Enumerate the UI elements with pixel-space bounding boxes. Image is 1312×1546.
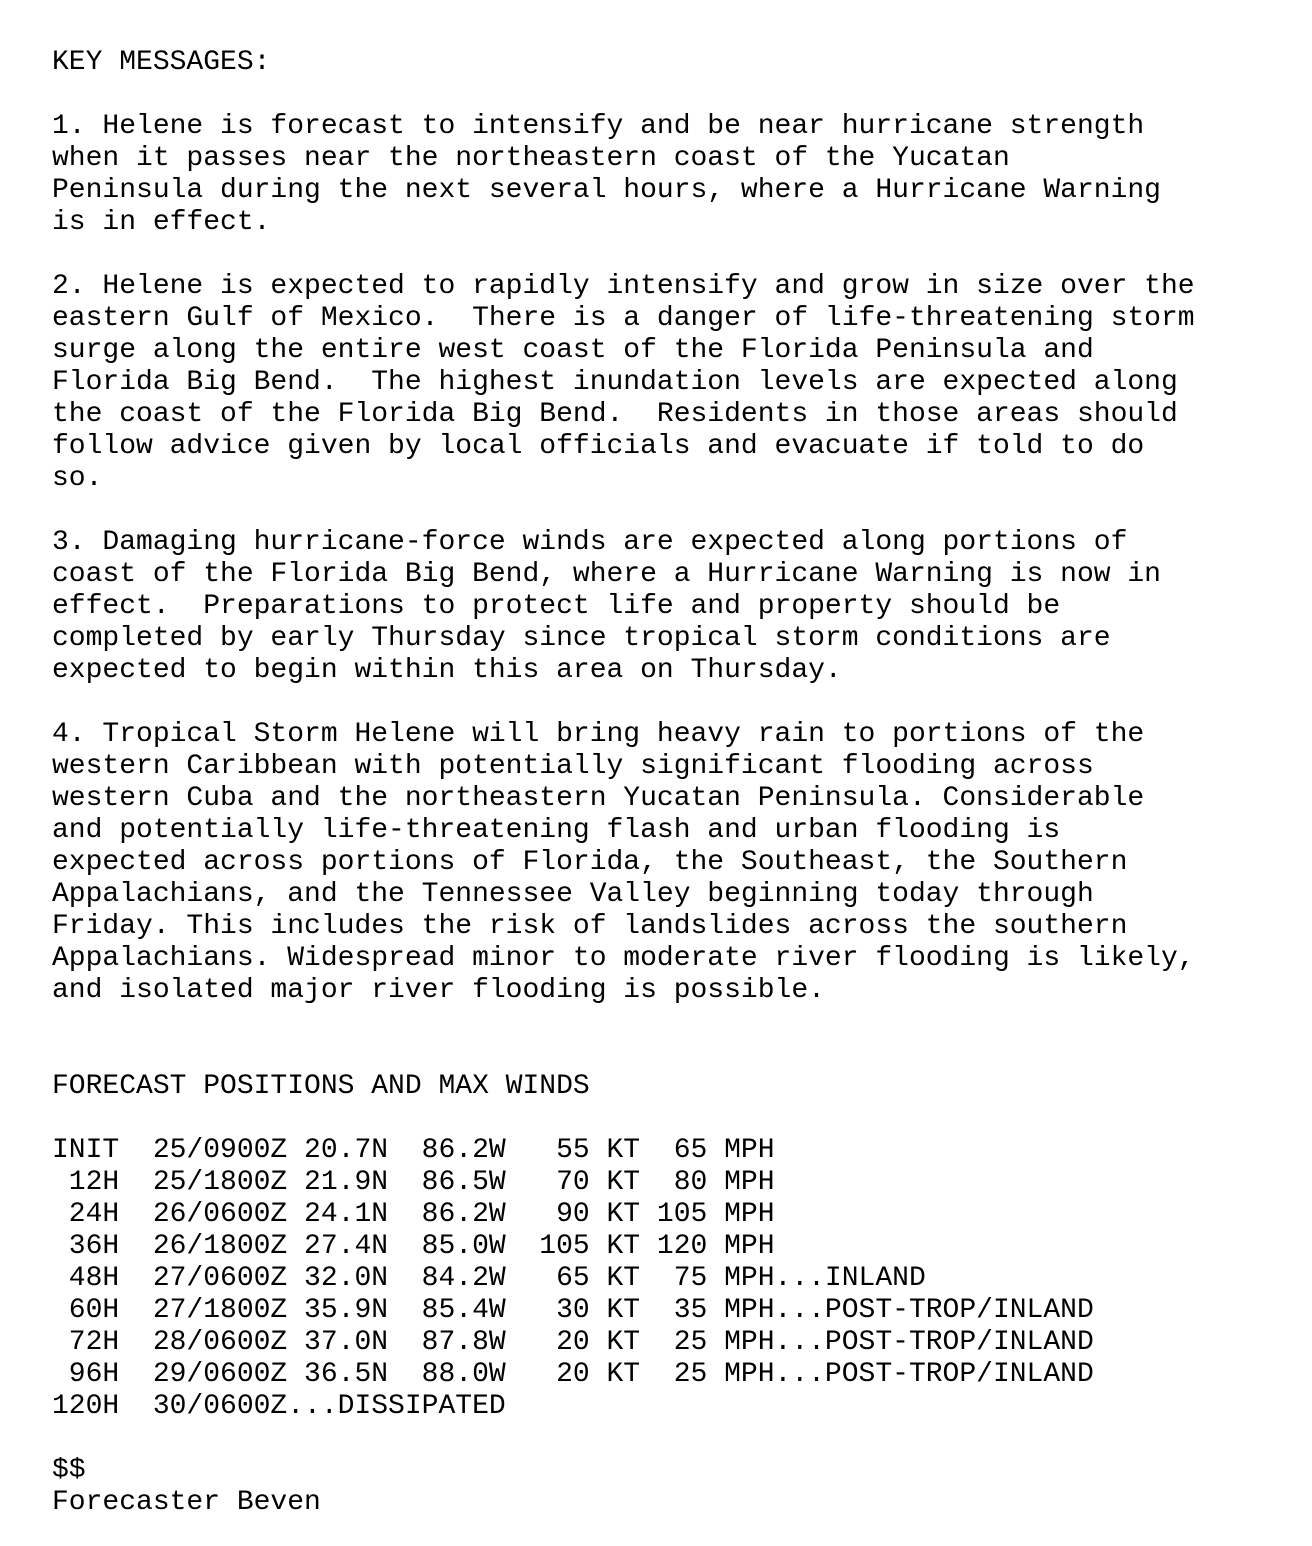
end-marker: $$ xyxy=(52,1455,86,1486)
forecast-row: 12H 25/1800Z 21.9N 86.5W 70 KT 80 MPH xyxy=(52,1167,775,1198)
blank-line xyxy=(52,1039,1195,1071)
key-messages-heading: KEY MESSAGES: xyxy=(52,47,271,78)
forecast-row: 72H 28/0600Z 37.0N 87.8W 20 KT 25 MPH...POST-TROP/INLAND xyxy=(52,1327,1094,1358)
key-message-line: so. xyxy=(52,463,103,494)
key-message-line: Florida Big Bend. The highest inundation levels are expected along xyxy=(52,367,1178,398)
forecast-row: 36H 26/1800Z 27.4N 85.0W 105 KT 120 MPH xyxy=(52,1231,775,1262)
blank-line xyxy=(52,687,1195,719)
forecast-row: INIT 25/0900Z 20.7N 86.2W 55 KT 65 MPH xyxy=(52,1135,775,1166)
key-message-line: western Caribbean with potentially significant flooding across xyxy=(52,751,1094,782)
key-message-line: surge along the entire west coast of the Florida Peninsula and xyxy=(52,335,1094,366)
key-message-line: Appalachians, and the Tennessee Valley beginning today through xyxy=(52,879,1094,910)
key-message-line: expected to begin within this area on Thursday. xyxy=(52,655,842,686)
key-message-line: completed by early Thursday since tropical storm conditions are xyxy=(52,623,1111,654)
key-message-line: coast of the Florida Big Bend, where a Hurricane Warning is now in xyxy=(52,559,1161,590)
key-message-line: Friday. This includes the risk of landslides across the southern xyxy=(52,911,1128,942)
key-message-line: follow advice given by local officials and evacuate if told to do xyxy=(52,431,1145,462)
blank-line xyxy=(52,495,1195,527)
key-message-line: 2. Helene is expected to rapidly intensify and grow in size over the xyxy=(52,271,1195,302)
forecast-row: 24H 26/0600Z 24.1N 86.2W 90 KT 105 MPH xyxy=(52,1199,775,1230)
key-message-3 xyxy=(52,527,1195,687)
blank-line xyxy=(52,1103,1195,1135)
blank-line xyxy=(52,239,1195,271)
key-message-line: when it passes near the northeastern coast of the Yucatan xyxy=(52,143,1010,174)
forecast-row: 120H 30/0600Z...DISSIPATED xyxy=(52,1391,506,1422)
blank-line xyxy=(52,1007,1195,1039)
key-message-line: is in effect. xyxy=(52,207,271,238)
forecaster-signature: Forecaster Beven xyxy=(52,1487,321,1518)
key-message-line: 3. Damaging hurricane-force winds are expected along portions of xyxy=(52,527,1128,558)
key-message-line: Appalachians. Widespread minor to moderate river flooding is likely, xyxy=(52,943,1195,974)
key-message-2 xyxy=(52,271,1195,495)
forecast-row: 96H 29/0600Z 36.5N 88.0W 20 KT 25 MPH...POST-TROP/INLAND xyxy=(52,1359,1094,1390)
key-message-line: 1. Helene is forecast to intensify and be near hurricane strength xyxy=(52,111,1145,142)
forecast-row: 60H 27/1800Z 35.9N 85.4W 30 KT 35 MPH...POST-TROP/INLAND xyxy=(52,1295,1094,1326)
key-message-line: the coast of the Florida Big Bend. Residents in those areas should xyxy=(52,399,1178,430)
key-messages-list xyxy=(52,111,1195,1039)
forecast-discussion-document xyxy=(52,47,1195,1519)
blank-line xyxy=(52,79,1195,111)
key-message-line: 4. Tropical Storm Helene will bring heavy rain to portions of the xyxy=(52,719,1145,750)
forecast-heading: FORECAST POSITIONS AND MAX WINDS xyxy=(52,1071,590,1102)
key-message-4 xyxy=(52,719,1195,1007)
key-message-line: western Cuba and the northeastern Yucatan Peninsula. Considerable xyxy=(52,783,1145,814)
key-message-line: effect. Preparations to protect life and property should be xyxy=(52,591,1061,622)
blank-line xyxy=(52,1423,1195,1455)
key-message-line: expected across portions of Florida, the Southeast, the Southern xyxy=(52,847,1128,878)
forecast-table xyxy=(52,1135,1195,1423)
key-message-line: Peninsula during the next several hours, where a Hurricane Warning xyxy=(52,175,1161,206)
key-message-line: and potentially life-threatening flash and urban flooding is xyxy=(52,815,1061,846)
key-message-line: and isolated major river flooding is possible. xyxy=(52,975,825,1006)
key-message-1 xyxy=(52,111,1195,239)
key-message-line: eastern Gulf of Mexico. There is a danger of life-threatening storm xyxy=(52,303,1195,334)
forecast-row: 48H 27/0600Z 32.0N 84.2W 65 KT 75 MPH...INLAND xyxy=(52,1263,926,1294)
